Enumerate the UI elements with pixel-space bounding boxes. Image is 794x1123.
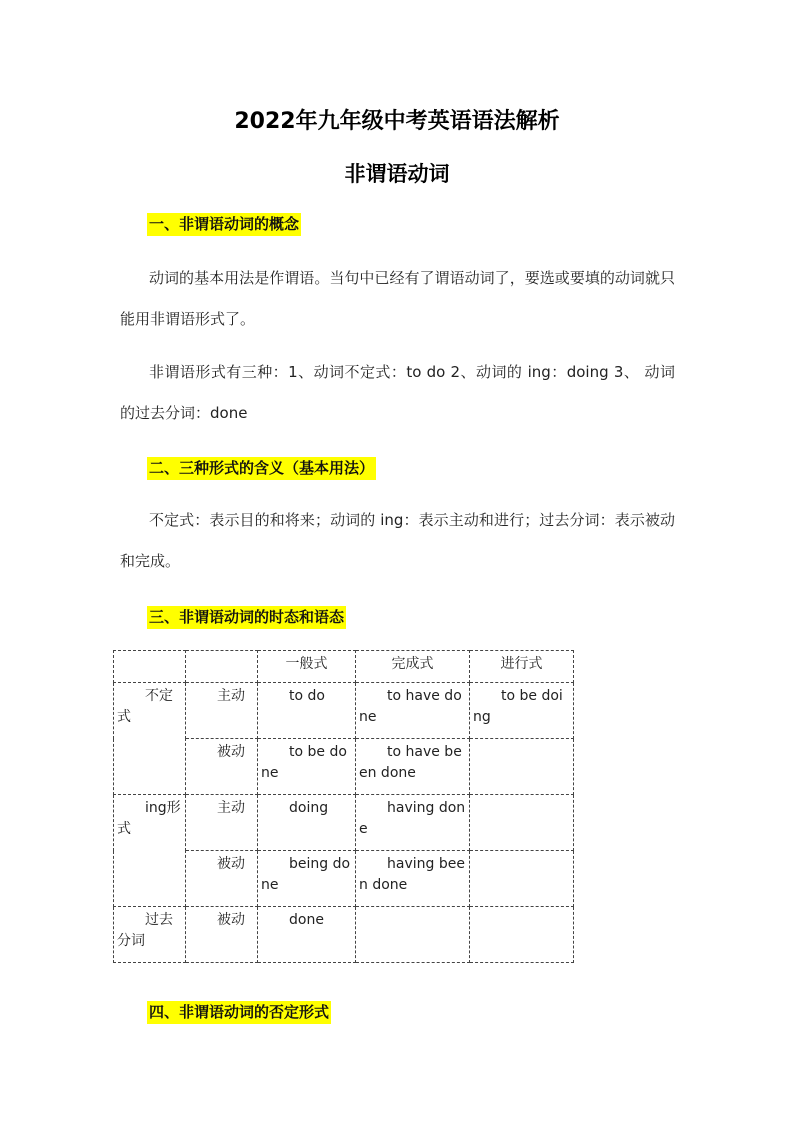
table-cell: to have been done [356, 739, 470, 795]
table-cell: having been done [356, 851, 470, 907]
table-header-cell: 一般式 [258, 651, 356, 683]
voice-cell: 主动 [186, 795, 258, 851]
form-label-cell: 不定式 [114, 683, 186, 795]
table-header-cell [186, 651, 258, 683]
table-row [114, 907, 574, 963]
paragraph-forms: 非谓语形式有三种：1、动词不定式：to do 2、动词的 ing：doing 3、 动词的过去分词：done [120, 363, 675, 422]
form-label-cell: ing形式 [114, 795, 186, 907]
table-row [114, 795, 574, 851]
paragraph-meanings: 不定式：表示目的和将来；动词的 ing：表示主动和进行；过去分词：表示被动和完成。 [120, 511, 675, 570]
table-header-cell [114, 651, 186, 683]
table-cell: to be doing [470, 683, 574, 739]
table-cell: having done [356, 795, 470, 851]
voice-cell: 被动 [186, 851, 258, 907]
paragraph-concept: 动词的基本用法是作谓语。当句中已经有了谓语动词了，要选或要填的动词就只能用非谓语形式了。 [120, 269, 675, 328]
table-cell [470, 907, 574, 963]
document-title: 2022年九年级中考英语语法解析 [234, 109, 560, 134]
form-label-cell: 过去分词 [114, 907, 186, 963]
table-cell [470, 795, 574, 851]
voice-cell: 被动 [186, 739, 258, 795]
table-cell [470, 851, 574, 907]
voice-cell: 主动 [186, 683, 258, 739]
table-header-cell: 完成式 [356, 651, 470, 683]
table-cell: to have done [356, 683, 470, 739]
section-heading-3: 三、非谓语动词的时态和语态 [147, 606, 346, 629]
table-header-row [114, 651, 574, 683]
table-cell [356, 907, 470, 963]
table-cell [470, 739, 574, 795]
section-heading-2: 二、三种形式的含义（基本用法） [147, 457, 376, 480]
table-cell: done [258, 907, 356, 963]
voice-cell: 被动 [186, 907, 258, 963]
tense-voice-table [113, 650, 574, 963]
table-cell: to do [258, 683, 356, 739]
table-cell: to be done [258, 739, 356, 795]
section-heading-4: 四、非谓语动词的否定形式 [147, 1001, 331, 1024]
table-header-cell: 进行式 [470, 651, 574, 683]
section-heading-1: 一、非谓语动词的概念 [147, 213, 301, 236]
table-row [114, 683, 574, 739]
table-cell: being done [258, 851, 356, 907]
table-cell: doing [258, 795, 356, 851]
document-subtitle: 非谓语动词 [344, 162, 450, 186]
